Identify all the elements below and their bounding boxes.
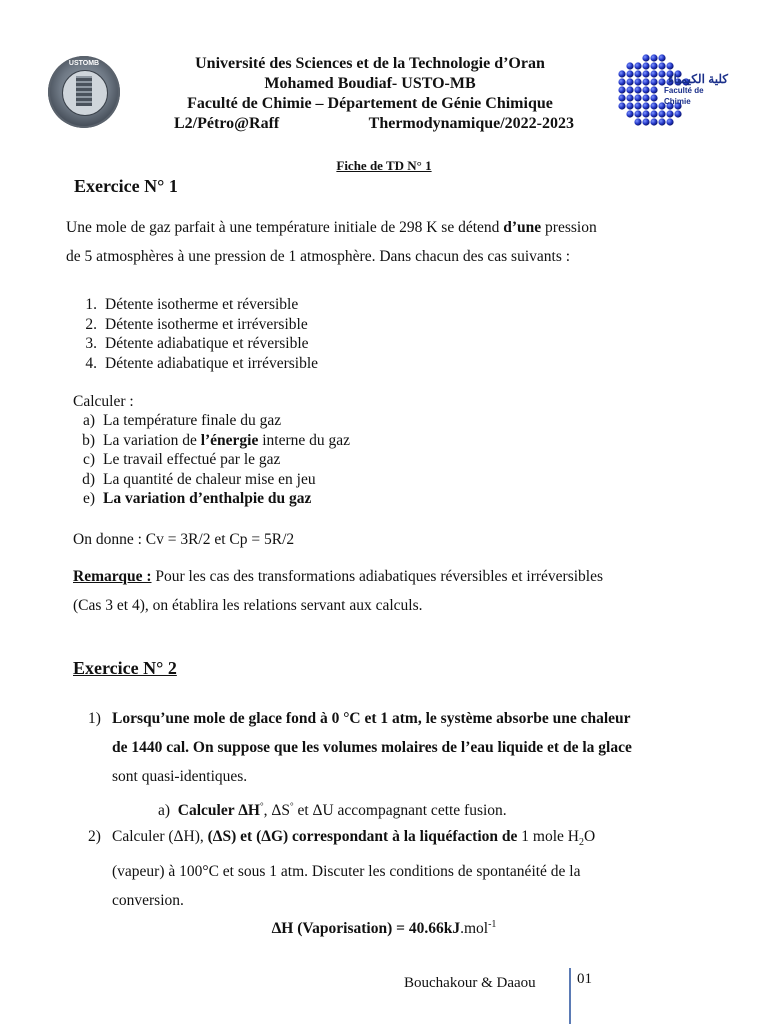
remark: Remarque : Pour les cas des transformations adiabatiques réversibles et irréversibles (Cas 3 et 4), on établira les relations servant aux calculs. [73, 568, 604, 614]
faculty-logo [612, 52, 728, 132]
page-number: 01 [577, 971, 592, 987]
exercise-1-title: Exercice N° 1 [74, 176, 178, 196]
calculate-list [73, 411, 350, 509]
footer-authors: Bouchakour & Daaou [404, 975, 536, 991]
document-header [150, 54, 590, 134]
vaporisation-formula: ΔH (Vaporisation) = 40.66kJ.mol$^{-1}$ [271, 919, 497, 938]
faculty-logo-arabic: كلية الكيمياء [667, 72, 728, 86]
list-item: e) La variation d’enthalpie du gaz [82, 490, 312, 507]
question-1a: a) Calculer ΔH°, ΔS° et ΔU accompagnant cette fusion. [158, 801, 507, 820]
exercise-1-intro: Une mole de gaz parfait à une température initiale de 298 K se détend d’une pression de 5 atmosphères à une pression de 1 atmosphère. Dans chacun des cas suivants : [66, 219, 597, 265]
given-values: On donne : Cv = 3R/2 et Cp = 5R/2 [73, 531, 295, 548]
list-item: a) La température finale du gaz [82, 412, 282, 429]
faculty-name: Faculté de Chimie – Département de Génie Chimique [187, 95, 553, 112]
class-label: L2/Pétro@Raff [174, 115, 280, 132]
university-logo [48, 56, 120, 128]
course-label: Thermodynamique/2022-2023 [368, 115, 574, 132]
list-item: d) La quantité de chaleur mise en jeu [82, 470, 316, 488]
list-item: 1. Détente isotherme et réversible [85, 296, 299, 313]
list-item: 4. Détente adiabatique et irréversible [85, 354, 319, 372]
logo-ring-text: USTOMB [68, 60, 100, 67]
calculate-label: Calculer : [73, 393, 134, 410]
university-subname: Mohamed Boudiaf- USTO-MB [264, 75, 476, 92]
building-icon [76, 76, 92, 106]
list-item: 2. Détente isotherme et irréversible [85, 315, 308, 333]
question-2: 2) Calculer (ΔH), (ΔS) et (ΔG) correspondant à la liquéfaction de 1 mole $H_2O$ (vapeur) à 100°C et sous 1 atm. Discuter les conditions de spontanéité de la conversion. [88, 828, 596, 910]
list-item: 3. Détente adiabatique et réversible [85, 335, 309, 352]
list-item: b) La variation de l’énergie interne du gaz [82, 431, 351, 449]
university-name: Université des Sciences et de la Technologie d’Oran [195, 55, 545, 72]
worksheet-title: Fiche de TD N° 1 [336, 158, 432, 173]
remark-label: Remarque : [73, 568, 152, 585]
question-1: 1) Lorsqu’une mole de glace fond à 0 °C et 1 atm, le système absorbe une chaleur de 1440 cal. On suppose que les volumes molaires de l’eau liquide et de la glace sont quasi-identiques. [88, 710, 632, 785]
cases-list [75, 295, 318, 373]
faculty-logo-label: Faculté de Chimie [664, 86, 704, 106]
course-line [150, 114, 590, 134]
footer-divider [569, 968, 571, 1024]
list-item: c) Le travail effectué par le gaz [82, 451, 281, 468]
exercise-2-title: Exercice N° 2 [73, 658, 177, 678]
